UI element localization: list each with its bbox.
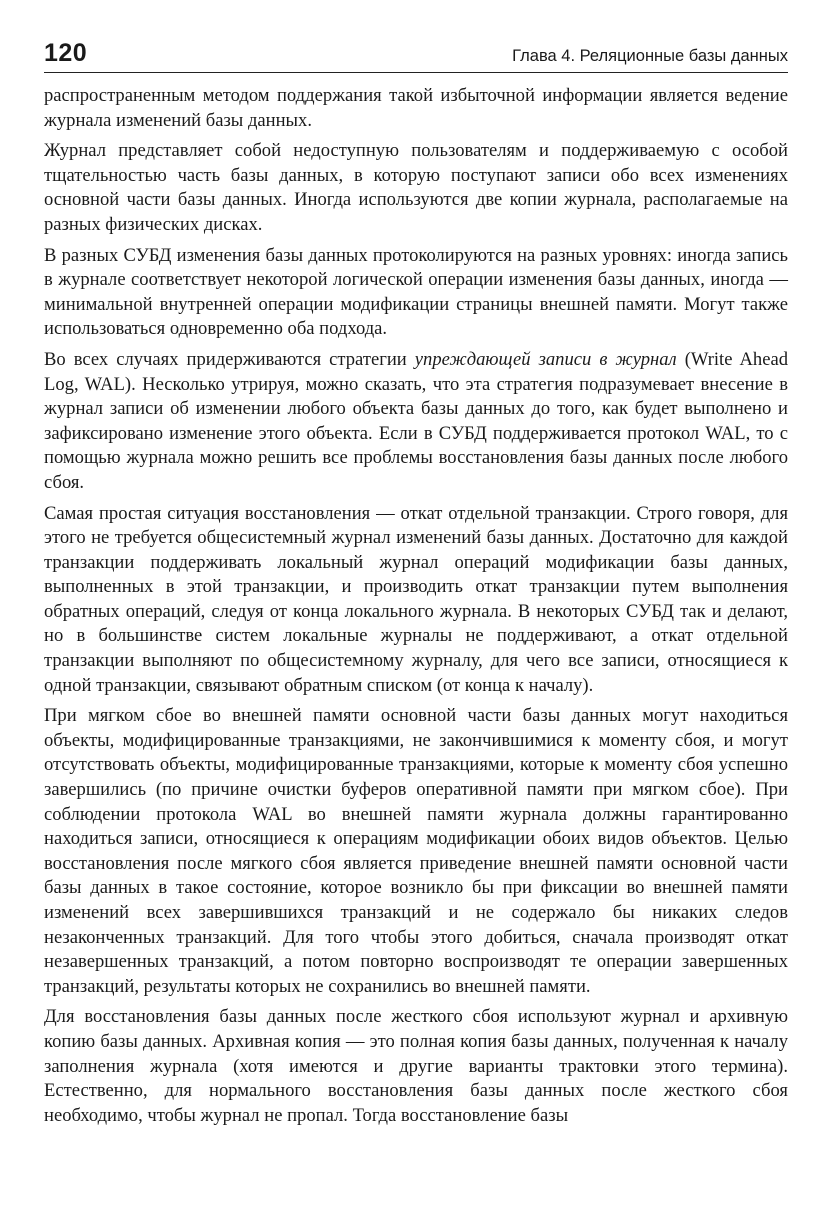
- paragraph-4: [44, 348, 788, 496]
- page-body: [44, 84, 788, 1128]
- paragraph-3: В разных СУБД изменения базы данных протоколируются на разных уровнях: иногда запись в журнале соответствует некоторой логической операции изменения базы данных, иногда — минимальной внутренней операции модификации страницы внешней памяти. Могут также использоваться одновременно оба подхода.: [44, 244, 788, 340]
- paragraph-5: Самая простая ситуация восстановления — откат отдельной транзакции. Строго говоря, для этого не требуется общесистемный журнал изменений базы данных. Достаточно для каждой транзакции поддерживать локальный журнал операций модификации базы данных, выполненных в этой транзакции, и производить откат транзакции путем выполнения обратных операций, следуя от конца локального журнала. В некоторых СУБД так и делают, но в большинстве систем локальные журналы не поддерживают, а откат отдельной транзакции выполняют по общесистемному журналу, для чего все записи, относящиеся к одной транзакции, связывают обратным списком (от конца к началу).: [44, 502, 788, 696]
- paragraph-4-lead: Во всех случаях придерживаются стратегии: [44, 348, 415, 370]
- book-page: [44, 38, 788, 1134]
- paragraph-7: Для восстановления базы данных после жесткого сбоя используют журнал и архивную копию базы данных. Архивная копия — это полная копия базы данных, полученная к началу заполнения журнала (хотя имеются и другие варианты трактовки этого термина). Естественно, для нормального восстановления базы данных после жесткого сбоя необходимо, чтобы журнал не пропал. Тогда восстановление базы: [44, 1006, 788, 1126]
- paragraph-6: При мягком сбое во внешней памяти основной части базы данных могут находиться объекты, модифицированные транзакциями, не закончившимися к моменту сбоя, и могут отсутствовать объекты, модифицированные транзакциями, которые к моменту сбоя успешно завершились (по причине очистки буферов оперативной памяти при мягком сбое). При соблюдении протокола WAL во внешней памяти журнала должны гарантированно находиться записи, относящиеся к операциям модификации обоих видов объектов. Целью восстановления после мягкого сбоя является приведение внешней памяти основной части базы данных в такое состояние, которое возникло бы при фиксации во внешней памяти изменений всех завершившихся транзакций и не содержало бы никаких следов незаконченных транзакций. Для того чтобы этого добиться, сначала производят откат незавершенных транзакций, а потом повторно воспроизводят те операции завершенных транзакций, результаты которых не сохранились во внешней памяти.: [44, 705, 788, 997]
- wal-term: упреждающей записи в журнал: [414, 348, 677, 370]
- page-number: 120: [44, 39, 88, 67]
- paragraph-1: распространенным методом поддержания такой избыточной информации является ведение журнала изменений базы данных.: [44, 85, 788, 131]
- paragraph-2: Журнал представляет собой недоступную пользователям и поддерживаемую с особой тщательностью часть базы данных, в которую поступают записи обо всех изменениях основной части базы данных. Иногда используются две копии журнала, располагаемые на разных физических дисках.: [44, 140, 788, 235]
- paragraph-4-rest: (Write Ahead Log, WAL). Несколько утрируя, можно сказать, что эта стратегия подразумевает внесение в журнал записи об изменении любого объекта базы данных до того, как будет выполнено и зафиксировано изменение этого объекта. Если в СУБД поддерживается протокол WAL, то с помощью журнала можно решить все проблемы восстановления базы данных после любого сбоя.: [44, 348, 789, 493]
- chapter-running-head: Глава 4. Реляционные базы данных: [512, 47, 788, 65]
- page-header: [44, 38, 788, 73]
